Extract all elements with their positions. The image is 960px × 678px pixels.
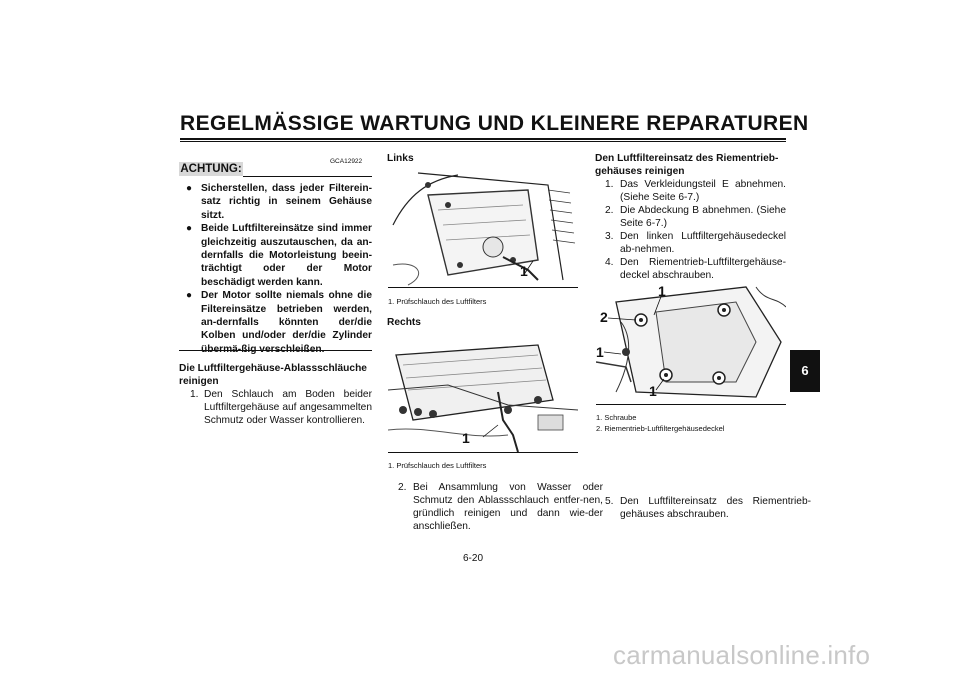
- chapter-tab: 6: [790, 350, 820, 392]
- step-text: Den Schlauch am Boden beider Luftfiltergehäuse auf angesammelten Schmutz oder Wasser kontrollieren.: [204, 389, 372, 426]
- caption-rule: [596, 404, 786, 405]
- step-number: 2.: [398, 482, 407, 493]
- figure-label-left: Links: [387, 153, 414, 164]
- warning-bottom-rule: [179, 350, 372, 351]
- caption-rule: [388, 287, 578, 288]
- watermark: carmanualsonline.info: [613, 640, 871, 670]
- step-number: 1.: [605, 179, 614, 190]
- warning-list: [186, 182, 372, 356]
- section-heading: Den Luftfiltereinsatz des Riementrieb-gehäuses reinigen: [595, 153, 779, 177]
- figure-label-right: Rechts: [387, 317, 421, 328]
- step-text: Die Abdeckung B abnehmen. (Siehe Seite 6-7.): [620, 205, 786, 229]
- step-number: 4.: [605, 257, 614, 268]
- figure-caption: 2. Riementrieb-Luftfiltergehäusedeckel: [596, 424, 725, 433]
- page-title: REGELMÄSSIGE WARTUNG UND KLEINERE REPARATUREN: [180, 112, 809, 135]
- title-rule: [180, 138, 786, 140]
- warning-bullet: ● Der Motor sollte niemals ohne die Filtereinsätze betrieben werden, an-dernfalls könnten der/die Kolben und/oder der/die Zylinder: [186, 289, 372, 356]
- step-item: [388, 481, 603, 533]
- warning-bullet: ● Beide Luftfiltereinsätze sind immer gleichzeitig auszutauschen, da an-dernfalls die Motorleistung beein-trächtigt oder der Motor beschädigt werden kann.: [186, 222, 372, 289]
- step-text: Das Verkleidungsteil E abnehmen. (Siehe Seite 6-7.): [620, 179, 786, 203]
- step-text: Den linken Luftfiltergehäusedeckel ab-nehmen.: [620, 231, 786, 255]
- figure-callout: 2: [600, 309, 608, 325]
- step-item: [595, 178, 786, 204]
- step-number: 3.: [605, 231, 614, 242]
- title-rule-thin: [180, 141, 786, 142]
- page-number: 6-20: [463, 553, 484, 564]
- step-text: Den Riementrieb-Luftfiltergehäuse-deckel abschrauben.: [620, 257, 786, 281]
- step-item: [595, 495, 811, 521]
- warning-label: ACHTUNG:: [180, 163, 242, 175]
- right-airbox-figure: [388, 330, 578, 452]
- figure-callout: 1: [462, 430, 470, 446]
- figure-callout: 1: [596, 344, 604, 360]
- warning-code: GCA12922: [330, 158, 363, 165]
- figure-callout: 1: [658, 283, 666, 299]
- step-item: [595, 204, 786, 230]
- section-heading: Die Luftfiltergehäuse-Ablassschläuche reinigen: [179, 363, 367, 387]
- warning-bullet: ● Sicherstellen, dass jeder Filterein-satz richtig in seinem Gehäuse sitzt.: [186, 182, 372, 222]
- step-number: 5.: [605, 496, 614, 507]
- figure-callout: 1: [649, 383, 657, 399]
- section-belt-filter: [595, 152, 786, 282]
- warning-top-rule: [243, 176, 372, 177]
- figure-caption: 1. Schraube: [596, 413, 637, 422]
- figure-caption: 1. Prüfschlauch des Luftfilters: [388, 297, 487, 306]
- step-number: 1.: [190, 389, 199, 400]
- section-drain-hoses: [179, 362, 372, 427]
- left-airbox-figure: [388, 165, 578, 287]
- step-item: [595, 256, 786, 282]
- step-number: 2.: [605, 205, 614, 216]
- figure-caption: 1. Prüfschlauch des Luftfilters: [388, 461, 487, 470]
- step-text: Bei Ansammlung von Wasser oder Schmutz den Ablassschlauch entfer-nen, gründlich reinigen und dann wie-der anschließen.: [413, 482, 603, 532]
- step-text: Den Luftfiltereinsatz des Riementrieb-gehäuses abschrauben.: [620, 496, 811, 520]
- step-item: [179, 388, 372, 427]
- belt-airbox-figure: [596, 282, 786, 404]
- step-item: [595, 230, 786, 256]
- caption-rule: [388, 452, 578, 453]
- figure-callout: 1: [520, 263, 528, 279]
